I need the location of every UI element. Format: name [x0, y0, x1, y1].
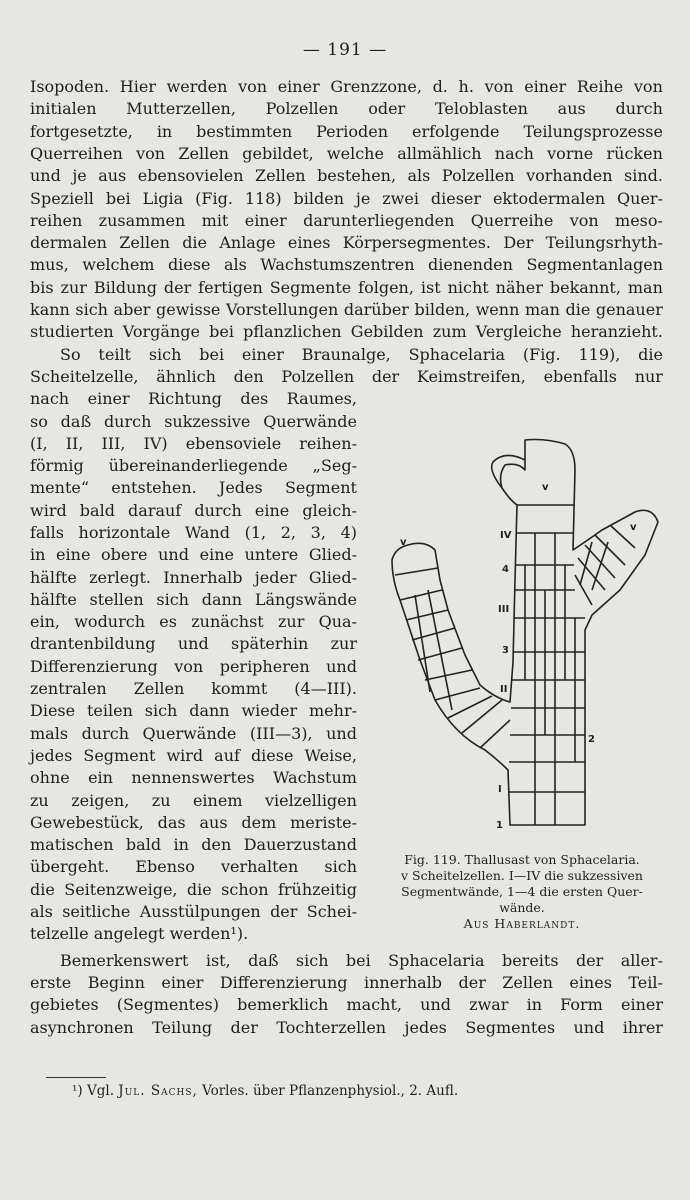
text-line: förmig übereinanderliegende „Seg- — [30, 456, 357, 475]
text-line: drantenbildung und späterhin zur — [30, 634, 357, 653]
text-line: mus, welchem diese als Wachstumszentren dienenden Segmentanlagen — [30, 255, 663, 274]
text-line: fortgesetzte, in bestimmten Perioden erfolgende Teilungsprozesse — [30, 122, 663, 141]
label-II: II — [500, 684, 508, 695]
label-v-right: v — [630, 522, 637, 533]
text-line: zentralen Zellen kommt (4—III). — [30, 679, 357, 698]
text-line: dermalen Zellen die Anlage eines Körpersegmentes. Der Teilungsrhyth- — [30, 233, 663, 252]
text-line: Gewebestück, das aus dem meriste- — [30, 813, 357, 832]
text-line: mente“ entstehen. Jedes Segment — [30, 478, 357, 497]
figure-caption — [372, 852, 672, 932]
text-line: gebietes (Segmentes) bemerklich macht, und zwar in Form einer — [30, 995, 663, 1014]
text-line: So teilt sich bei einer Braunalge, Sphacelaria (Fig. 119), die — [60, 345, 663, 364]
footnote-prefix: Vgl. — [86, 1083, 114, 1099]
text-line: die Seitenzweige, die schon frühzeitig — [30, 880, 357, 899]
label-IV: IV — [500, 530, 512, 541]
text-line: (I, II, III, IV) ebensoviele reihen- — [30, 434, 357, 453]
footnote-divider — [46, 1077, 106, 1078]
text-line: falls horizontale Wand (1, 2, 3, 4) — [30, 523, 357, 542]
footnote-rest: Vorles. über Pflanzenphysiol., 2. Aufl. — [202, 1083, 459, 1099]
text-line: nach einer Richtung des Raumes, — [30, 389, 357, 408]
label-1: 1 — [496, 820, 503, 831]
text-line: erste Beginn einer Differenzierung innerhalb der Zellen eines Teil- — [30, 973, 663, 992]
text-line: Querreihen von Zellen gebildet, welche allmählich nach vorne rücken — [30, 144, 663, 163]
text-line: reihen zusammen mit einer darunterliegenden Querreihe von meso- — [30, 211, 663, 230]
text-line: Diese teilen sich dann wieder mehr- — [30, 701, 357, 720]
text-line: so daß durch sukzessive Querwände — [30, 412, 357, 431]
label-4: 4 — [502, 564, 509, 575]
text-line: hälfte zerlegt. Innerhalb jeder Glied- — [30, 568, 357, 587]
label-III: III — [498, 604, 510, 615]
text-line: und je aus ebensovielen Zellen bestehen, als Polzellen vorhanden sind. — [30, 166, 663, 185]
label-v-left: v — [400, 537, 407, 548]
figure-119-sphacelaria-thallus — [380, 430, 680, 860]
text-line: zu zeigen, zu einem vielzelligen — [30, 791, 357, 810]
text-line: bis zur Bildung der fertigen Segmente folgen, ist nicht näher bekannt, man — [30, 278, 663, 297]
text-line: in eine obere und eine untere Glied- — [30, 545, 357, 564]
label-3: 3 — [502, 645, 509, 656]
label-2: 2 — [588, 734, 595, 745]
text-line: übergeht. Ebenso verhalten sich — [30, 857, 357, 876]
text-line: initialen Mutterzellen, Polzellen oder Teloblasten aus durch — [30, 99, 663, 118]
label-I: I — [498, 784, 502, 795]
text-line: hälfte stellen sich dann Längswände — [30, 590, 357, 609]
text-line: mals durch Querwände (III—3), und — [30, 724, 357, 743]
footnote-author: Jul. Sachs, — [118, 1083, 198, 1099]
text-line: Isopoden. Hier werden von einer Grenzzone, d. h. von einer Reihe von — [30, 77, 663, 96]
text-line: kann sich aber gewisse Vorstellungen darüber bilden, wenn man die genauer — [30, 300, 663, 319]
text-line: Differenzierung von peripheren und — [30, 657, 357, 676]
text-line: jedes Segment wird auf diese Weise, — [30, 746, 357, 765]
label-v-top: v — [542, 482, 549, 493]
caption-line-3: Segmentwände, 1—4 die ersten Quer- — [401, 884, 643, 899]
text-line: Speziell bei Ligia (Fig. 118) bilden je zwei dieser ektodermalen Quer- — [30, 189, 663, 208]
text-line: Scheitelzelle, ähnlich den Polzellen der Keimstreifen, ebenfalls nur — [30, 367, 663, 386]
caption-source: Aus Haberlandt. — [463, 916, 581, 931]
text-line: Bemerkenswert ist, daß sich bei Sphacelaria bereits der aller- — [60, 951, 663, 970]
footnote — [72, 1082, 458, 1100]
text-line: studierten Vorgänge bei pflanzlichen Gebilden zum Vergleiche heranzieht. — [30, 322, 663, 341]
text-line: ein, wodurch es zunächst zur Qua- — [30, 612, 357, 631]
text-line: matischen bald in den Dauerzustand — [30, 835, 357, 854]
text-line: ohne ein nennenswertes Wachstum — [30, 768, 357, 787]
text-line: als seitliche Ausstülpungen der Schei- — [30, 902, 357, 921]
text-line: telzelle angelegt werden¹). — [30, 924, 249, 943]
caption-line-4: wände. — [499, 900, 545, 915]
caption-line-1: Fig. 119. Thallusast von Sphacelaria. — [404, 852, 640, 867]
text-line: asynchronen Teilung der Tochterzellen jedes Segmentes und ihrer — [30, 1018, 663, 1037]
page-number: — 191 — — [302, 40, 388, 60]
footnote-mark: ¹) — [72, 1083, 83, 1099]
caption-line-2: v Scheitelzellen. I—IV die sukzessiven — [401, 868, 643, 883]
text-line: wird bald darauf durch eine gleich- — [30, 501, 357, 520]
